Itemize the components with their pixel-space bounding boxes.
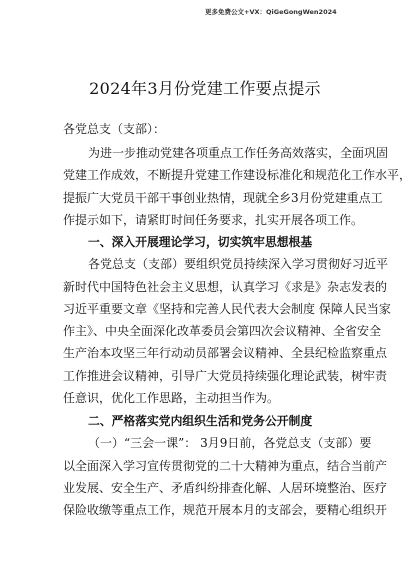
paragraph-line: 新时代中国特色社会主义思想，认真学习《求是》杂志发表的 — [63, 279, 388, 294]
section-heading: 二、严格落实党内组织生活和党务公开制度 — [88, 414, 313, 428]
document-title: 2024年3月份党建工作要点提示 — [89, 79, 321, 98]
paragraph-line: 保险收缴等重点工作，规范开展本月的支部会，要精心组织开 — [63, 503, 388, 518]
paragraph-line: 任意识，优化工作思路，主动担当作为。 — [63, 391, 280, 406]
paragraph-line: 各党总支（支部）要组织党员持续深入学习贯彻好习近平 — [88, 257, 389, 272]
salutation: 各党总支（支部）： — [63, 122, 166, 136]
paragraph-line: 作主》、中央全面深化改革委员会第四次会议精神、全省安全 — [63, 324, 382, 339]
watermark-text: 更多免费公文+VX：QiGeGongWen2024 — [205, 8, 337, 16]
section-2 — [63, 410, 388, 521]
paragraph-line: 作提示如下，请紧盯时间任务要求，扎实开展各项工作。 — [63, 212, 364, 227]
paragraph-line: 为进一步推动党建各项重点工作任务高效落实，全面巩固 — [88, 146, 389, 160]
paragraph-line: 工作推进会议精神，引导广大党员持续强化理论武装，树牢责 — [63, 368, 388, 383]
section-1 — [63, 231, 391, 409]
paragraph-line: 生产治本攻坚三年行动动员部署会议精神、全县纪检监察重点 — [63, 346, 388, 361]
paragraph-line: （一）“三会一课”： 3月9日前，各党总支（支部）要 — [88, 436, 372, 451]
intro-paragraph — [63, 142, 411, 231]
paragraph-line: 党建工作成效，不断提升党建工作建设标准化和规范化工作水平， — [63, 168, 411, 183]
paragraph-line: 习近平重要文章《坚持和完善人民代表大会制度 保障人民当家 — [63, 301, 391, 316]
paragraph-line: 提振广大党员干部干事创业热情，现就全乡3月份党建重点工 — [63, 190, 383, 205]
paragraph-line: 以全面深入学习宣传贯彻党的二十大精神为重点，结合当前产 — [63, 458, 388, 473]
paragraph-line: 业发展、安全生产、矛盾纠纷排查化解、人居环境整治、医疗 — [63, 480, 388, 495]
section-heading: 一、深入开展理论学习，切实筑牢思想根基 — [88, 235, 313, 249]
